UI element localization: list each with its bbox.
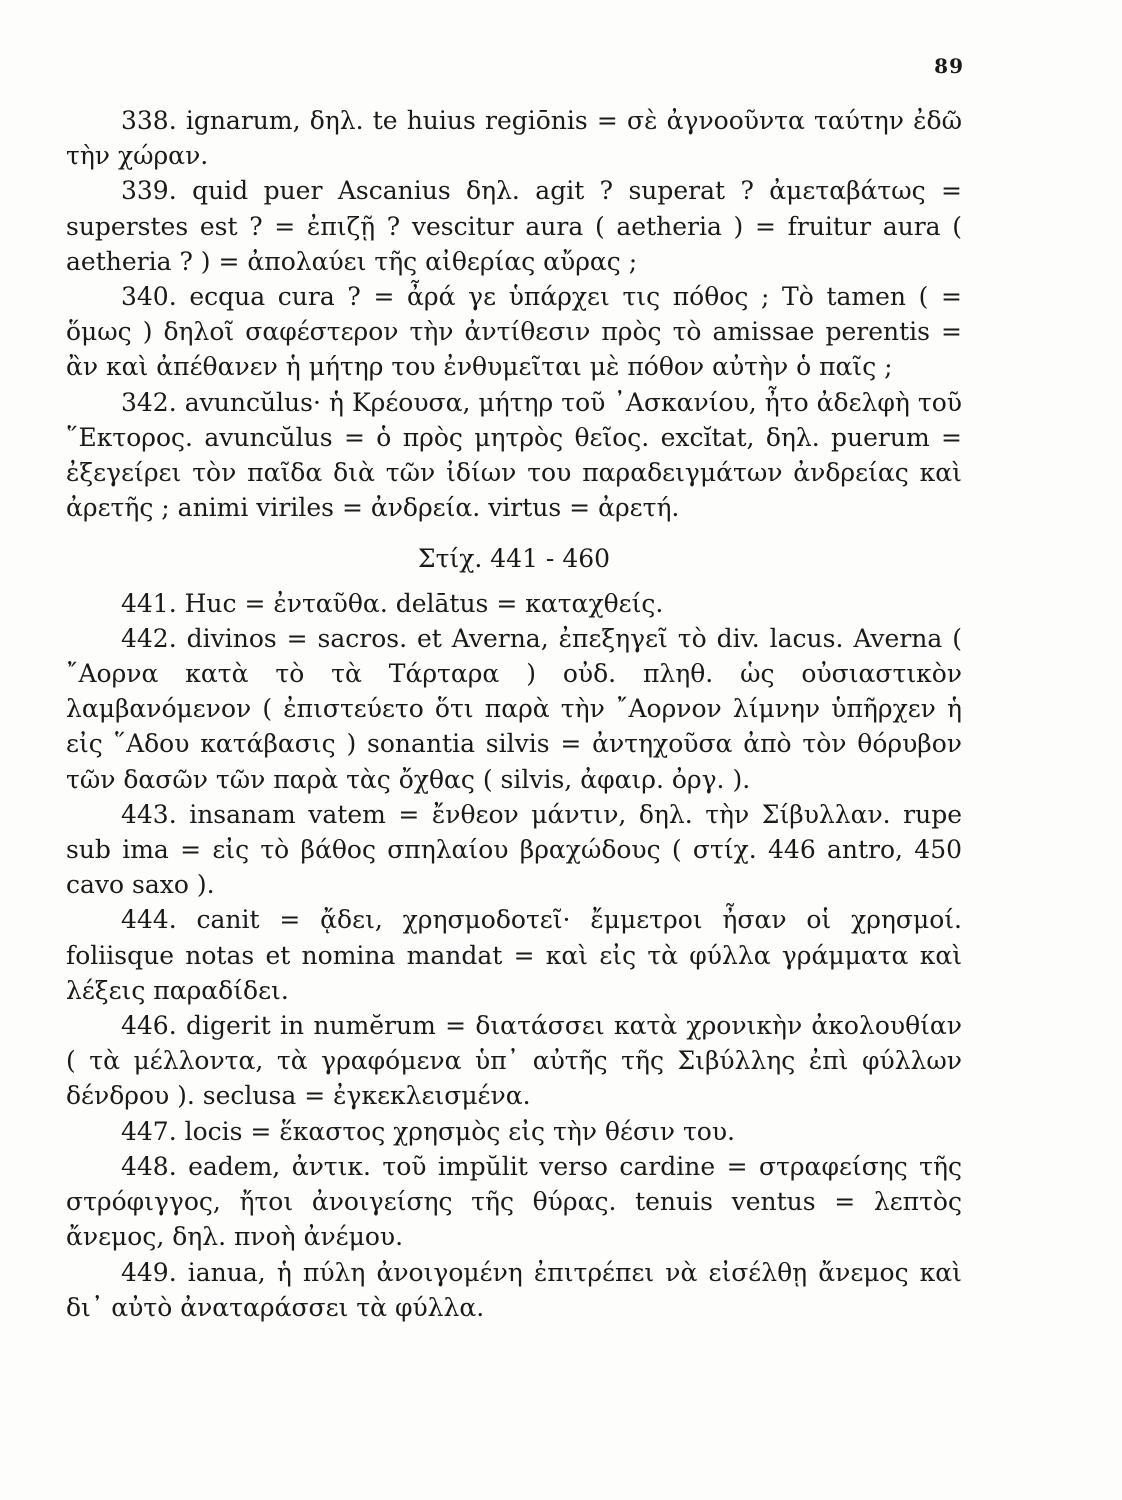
- note-paragraph: 338. ignarum, δηλ. te huius regiōnis = σὲ ἀγνοοῦντα ταύτην ἐδῶ τὴν χώραν.: [66, 106, 962, 171]
- note-paragraph: 339. quid puer Ascanius δηλ. agit ? superat ? ἀμεταβάτως = superstes est ? = ἐπιζῇ ? vescitur aura ( aetheria ) = fruitur aura ( aetheria ? ) = ἀπολαύει τῆς αἰθερίας αὔρας ;: [66, 176, 962, 276]
- note-paragraph: 442. divinos = sacros. et Averna, ἐπεξηγεῖ τὸ div. lacus. Averna ( ῎Αορνα κατὰ τὸ τὰ Τάρταρα ) οὐδ. πληθ. ὡς οὐσιαστικὸν λαμβανόμενον ( ἐπιστεύετο ὅτι παρὰ τὴν ῎Αορνον λίμνην ὑπῆρχεν ἡ εἰς ῞Αδου κατάβασις ) sonantia silvis = ἀντηχοῦσα ἀπὸ τὸν θόρυβον τῶν δασῶν τῶν παρὰ τὰς ὄχθας ( silvis, ἀφαιρ. ὀργ. ).: [66, 623, 962, 794]
- note-paragraph: 340. ecqua cura ? = ἆρά γε ὑπάρχει τις πόθος ; Τὸ tamen ( = ὅμως ) δηλοῖ σαφέστερον τὴν ἀντίθεσιν πρὸς τὸ amissae perentis = ἂν καὶ ἀπέθανεν ἡ μήτηρ του ἐνθυμεῖται μὲ πόθον αὐτὴν ὁ παῖς ;: [66, 282, 962, 382]
- note-paragraph: 342. avuncŭlus· ἡ Κρέουσα, μήτηρ τοῦ ᾿Ασκανίου, ἦτο ἀδελφὴ τοῦ ῞Εκτορος. avuncŭlus = ὁ πρὸς μητρὸς θεῖος. excĭtat, δηλ. puerum = ἐξεγείρει τὸν παῖδα διὰ τῶν ἰδίων του παραδειγμάτων ἀνδρείας καὶ ἀρετῆς ; animi viriles = ἀνδρεία. virtus = ἀρετή.: [66, 387, 962, 523]
- note-paragraph: 444. canit = ᾄδει, χρησμοδοτεῖ· ἔμμετροι ἦσαν οἱ χρησμοί. foliisque notas et nomina mandat = καὶ εἰς τὰ φύλλα γράμματα καὶ λέξεις παραδίδει.: [66, 905, 962, 1005]
- note-paragraph: 443. insanam vatem = ἔνθεον μάντιν, δηλ. τὴν Σίβυλλαν. rupe sub ima = εἰς τὸ βάθος σπηλαίου βραχώδους ( στίχ. 446 antro, 450 cavo saxo ).: [66, 799, 962, 900]
- page-number: 89: [934, 54, 964, 78]
- note-paragraph: 441. Huc = ἐνταῦθα. delātus = καταχθείς.: [121, 588, 664, 618]
- note-paragraph: 449. ianua, ἡ πύλη ἀνοιγομένη ἐπιτρέπει νὰ εἰσέλθῃ ἄνεμος καὶ δι᾿ αὐτὸ ἀναταράσσει τὰ φύλλα.: [66, 1257, 962, 1322]
- note-paragraph: 447. locis = ἕκαστος χρησμὸς εἰς τὴν θέσιν του.: [121, 1116, 735, 1146]
- section-heading: Στίχ. 441 - 460: [417, 544, 611, 574]
- note-paragraph: 446. digerit in numĕrum = διατάσσει κατὰ χρονικὴν ἀκολουθίαν ( τὰ μέλλοντα, τὰ γραφόμενα ὑπ᾿ αὐτῆς τῆς Σιβύλλης ἐπὶ φύλλων δένδρου ). seclusa = ἐγκεκλεισμένα.: [66, 1011, 962, 1111]
- note-paragraph: 448. eadem, ἀντικ. τοῦ impŭlit verso cardine = στραφείσης τῆς στρόφιγγος, ἤτοι ἀνοιγείσης τῆς θύρας. tenuis ventus = λεπτὸς ἄνεμος, δηλ. πνοὴ ἀνέμου.: [66, 1151, 962, 1252]
- commentary-body: [66, 103, 962, 1325]
